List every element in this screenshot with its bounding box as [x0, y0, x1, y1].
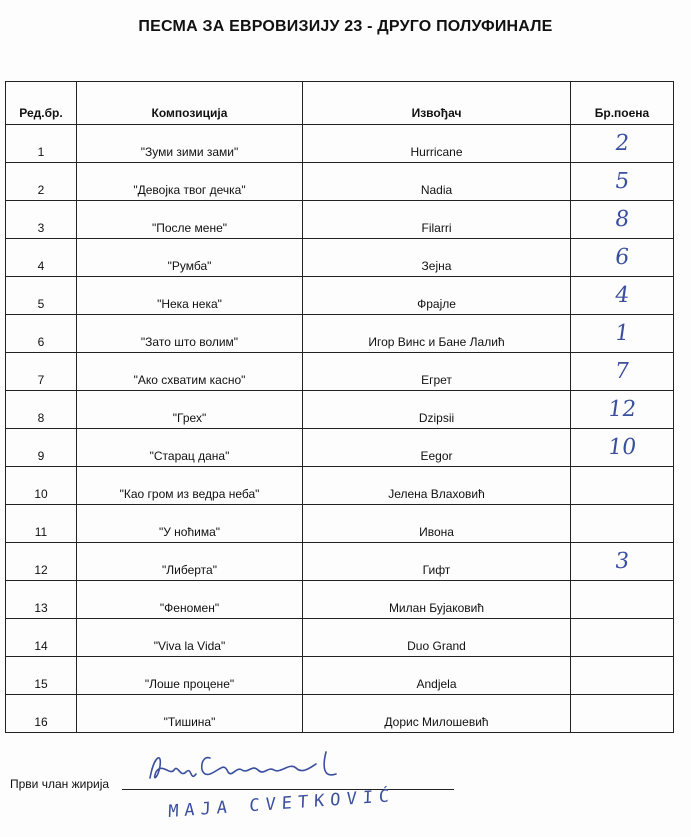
table-row	[6, 619, 674, 657]
row-number: 2	[6, 163, 77, 201]
points-value: 10	[606, 435, 638, 460]
table-row	[6, 353, 674, 391]
row-number: 12	[6, 543, 77, 581]
points-cell	[571, 657, 674, 695]
points-cell	[571, 201, 674, 239]
points-value: 7	[613, 359, 631, 384]
table-row	[6, 201, 674, 239]
song-title: "Viva la Vida"	[77, 619, 303, 657]
points-cell	[571, 277, 674, 315]
table-row	[6, 125, 674, 163]
header-number: Ред.бр.	[6, 82, 77, 125]
artist-name: Дорис Милошевић	[303, 695, 571, 733]
table-row	[6, 467, 674, 505]
table-row	[6, 505, 674, 543]
jury-member-label: Први члан жирија	[10, 777, 110, 791]
song-title: "Нека нека"	[77, 277, 303, 315]
row-number: 16	[6, 695, 77, 733]
song-title: "Либерта"	[77, 543, 303, 581]
table-row	[6, 277, 674, 315]
table-header-row	[6, 82, 674, 125]
artist-name: Егрет	[303, 353, 571, 391]
row-number: 11	[6, 505, 77, 543]
artist-name: Јелена Влаховић	[303, 467, 571, 505]
song-title: "Феномен"	[77, 581, 303, 619]
artist-name: Filarri	[303, 201, 571, 239]
row-number: 7	[6, 353, 77, 391]
points-cell	[571, 315, 674, 353]
song-title: "Зато што волим"	[77, 315, 303, 353]
points-cell	[571, 467, 674, 505]
points-value: 1	[613, 321, 631, 346]
row-number: 1	[6, 125, 77, 163]
table-row	[6, 163, 674, 201]
song-title: "После мене"	[77, 201, 303, 239]
points-cell	[571, 429, 674, 467]
artist-name: Duo Grand	[303, 619, 571, 657]
row-number: 4	[6, 239, 77, 277]
voting-table	[5, 81, 674, 733]
artist-name: Гифт	[303, 543, 571, 581]
song-title: "Девојка твог дечка"	[77, 163, 303, 201]
points-value: 2	[613, 131, 631, 156]
header-artist: Извођач	[303, 82, 571, 125]
points-cell	[571, 239, 674, 277]
points-cell	[571, 505, 674, 543]
table-row	[6, 581, 674, 619]
points-value: 8	[613, 207, 631, 232]
table-row	[6, 657, 674, 695]
row-number: 13	[6, 581, 77, 619]
document-title: ПЕСМА ЗА ЕВРОВИЗИЈУ 23 - ДРУГО ПОЛУФИНАЛЕ	[138, 18, 553, 35]
table-row	[6, 695, 674, 733]
row-number: 5	[6, 277, 77, 315]
artist-name: Hurricane	[303, 125, 571, 163]
points-cell	[571, 543, 674, 581]
points-value: 4	[613, 283, 631, 308]
artist-name: Игор Винс и Бане Лалић	[303, 315, 571, 353]
points-cell	[571, 163, 674, 201]
song-title: "Тишина"	[77, 695, 303, 733]
row-number: 8	[6, 391, 77, 429]
points-cell	[571, 391, 674, 429]
points-value: 12	[606, 397, 638, 422]
song-title: "Румба"	[77, 239, 303, 277]
signature-line	[122, 789, 454, 790]
song-title: "Ако схватим касно"	[77, 353, 303, 391]
points-cell	[571, 353, 674, 391]
song-title: "Лоше процене"	[77, 657, 303, 695]
points-value: 3	[613, 549, 631, 574]
header-points: Бр.поена	[571, 82, 674, 125]
points-cell	[571, 619, 674, 657]
artist-name: Dzipsii	[303, 391, 571, 429]
table-row	[6, 315, 674, 353]
artist-name: Зејна	[303, 239, 571, 277]
artist-name: Eegor	[303, 429, 571, 467]
table-row	[6, 239, 674, 277]
artist-name: Ивона	[303, 505, 571, 543]
row-number: 10	[6, 467, 77, 505]
row-number: 14	[6, 619, 77, 657]
artist-name: Andjela	[303, 657, 571, 695]
points-value: 5	[613, 169, 631, 194]
artist-name: Милан Бујаковић	[303, 581, 571, 619]
table-row	[6, 543, 674, 581]
table-row	[6, 429, 674, 467]
song-title: "У ноћима"	[77, 505, 303, 543]
song-title: "Као гром из ведра неба"	[77, 467, 303, 505]
row-number: 15	[6, 657, 77, 695]
song-title: "Зуми зими зами"	[77, 125, 303, 163]
artist-name: Фрајле	[303, 277, 571, 315]
row-number: 9	[6, 429, 77, 467]
artist-name: Nadia	[303, 163, 571, 201]
header-song: Композиција	[77, 82, 303, 125]
signature-name: MAJA CVETKOVIĆ	[167, 786, 396, 822]
row-number: 3	[6, 201, 77, 239]
signature-scribble	[140, 748, 360, 788]
points-cell	[571, 581, 674, 619]
points-value: 6	[613, 245, 631, 270]
song-title: "Старац дана"	[77, 429, 303, 467]
row-number: 6	[6, 315, 77, 353]
table-row	[6, 391, 674, 429]
song-title: "Грех"	[77, 391, 303, 429]
points-cell	[571, 695, 674, 733]
points-cell	[571, 125, 674, 163]
